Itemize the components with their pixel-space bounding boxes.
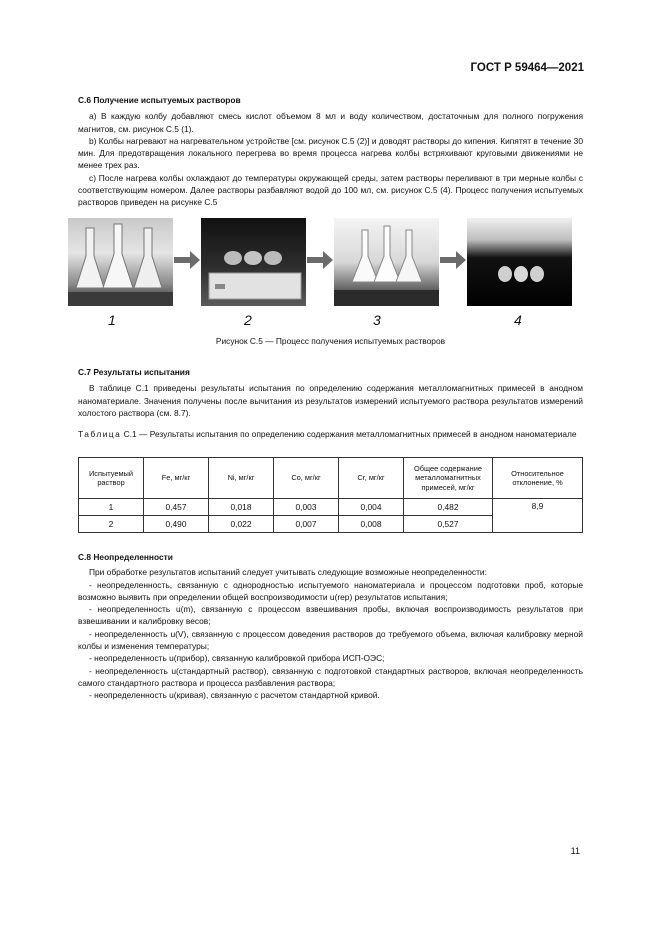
- figure-label-3: 3: [373, 312, 381, 328]
- cell-cr: 0,004: [339, 499, 404, 516]
- list-item: - неопределенность u(V), связанную с процессом доведения растворов до требуемого объема, включая калибровку мерной колбы и изменения температуры;: [78, 628, 583, 652]
- page-number: 11: [570, 846, 580, 856]
- figure-label-4: 4: [514, 312, 522, 328]
- cell-solution: 1: [79, 499, 144, 516]
- cell-cr: 0,008: [339, 516, 404, 533]
- table-caption-text: С.1 — Результаты испытания по определению содержания металломагнитных примесей в анодном наноматериале: [121, 429, 577, 439]
- paragraph-c: c) После нагрева колбы охлаждают до температуры окружающей среды, затем растворы переливают в три мерные колбы с соответствующим номером. Далее растворы разбавляют водой до 100 мл, см. рисунок С.5 (4). Процесс получения испытуемых растворов приведен на рисунке С.5: [78, 172, 583, 208]
- paragraph-b: b) Колбы нагревают на нагревательном устройстве [см. рисунок С.5 (2)] и доводят растворы до кипения. Кипятят в течение 30 мин. Для предотвращения локального перегрева во время процесса нагрева колбы встряхивают круговыми движениями не менее трех раз.: [78, 135, 583, 171]
- list-item: - неопределенность u(стандартный раствор), связанную с подготовкой стандартных растворов, включая неопределенность самого стандартного раствора и процесса разбавления раствора;: [78, 665, 583, 688]
- cell-fe: 0,490: [144, 516, 209, 533]
- header-total: Общее содержание металломагнитных примесей, мг/кг: [404, 458, 493, 499]
- list-item: - неопределенность u(прибор), связанную калибровкой прибора ИСП-ОЭС;: [89, 653, 385, 664]
- section-c8: [78, 551, 583, 702]
- cell-total: 0,482: [404, 499, 493, 516]
- section-c7-title: С.7 Результаты испытания: [78, 367, 190, 377]
- section-c8-intro: При обработке результатов испытаний следует учитывать следующие возможные неопределенности:: [89, 567, 487, 578]
- section-c6-title: С.6 Получение испытуемых растворов: [78, 95, 241, 105]
- header-ni: Ni, мг/кг: [209, 458, 274, 499]
- cell-fe: 0,457: [144, 499, 209, 516]
- figure-label-1: 1: [108, 312, 116, 328]
- arrow-right-icon: [440, 251, 466, 269]
- arrow-right-icon: [174, 251, 200, 269]
- section-c7-paragraph: В таблице С.1 приведены результаты испытания по определению содержания металломагнитных примесей в анодном наноматериале. Значения получены после вычитания из результатов измерений испытуемого раствора результатов измерений холостого раствора (см. 8.7).: [78, 383, 583, 418]
- list-item: - неопределенность u(m), связанную с процессом взвешивания пробы, включая воспроизводимость результатов при взвешивании и калибровку весов;: [78, 604, 583, 627]
- paragraph-a: а) В каждую колбу добавляют смесь кислот объемом 8 мл и воду количеством, достаточным для полного погружения магнитов, см. рисунок С.5 (1).: [78, 111, 583, 134]
- cell-total: 0,527: [404, 516, 493, 533]
- header-cr: Cr, мг/кг: [339, 458, 404, 499]
- table-caption-lead: Таблица: [78, 429, 122, 439]
- table-row: [79, 499, 583, 516]
- header-solution: Испытуемый раствор: [79, 458, 144, 499]
- figure-label-2: 2: [244, 312, 252, 328]
- section-c8-title: С.8 Неопределенности: [78, 552, 173, 562]
- photo-volumetric-flasks: [467, 218, 572, 306]
- figure-caption: Рисунок С.5 — Процесс получения испытуемых растворов: [215, 336, 446, 346]
- cell-ni: 0,022: [209, 516, 274, 533]
- cell-solution: 2: [79, 516, 144, 533]
- figure-c5: [68, 218, 578, 306]
- section-c6: [78, 94, 583, 209]
- photo-flasks-with-acid: [68, 218, 173, 306]
- cell-ni: 0,018: [209, 499, 274, 516]
- cell-co: 0,003: [274, 499, 339, 516]
- header-co: Co, мг/кг: [274, 458, 339, 499]
- table-caption: [78, 429, 583, 440]
- arrow-right-icon: [307, 251, 333, 269]
- section-c7: [78, 366, 583, 419]
- header-deviation: Относительное отклонение, %: [493, 458, 583, 499]
- header-fe: Fe, мг/кг: [144, 458, 209, 499]
- standard-number: ГОСТ Р 59464—2021: [470, 62, 584, 74]
- cell-deviation: 8,9: [493, 499, 583, 533]
- results-table: [78, 457, 583, 533]
- photo-cooled-flasks: [334, 218, 439, 306]
- list-item: - неопределенность u(кривая), связанную с расчетом стандартной кривой.: [89, 690, 380, 701]
- list-item: - неопределенность, связанную с однородностью испытуемого наноматериала и процессом подготовки проб, которые возможно выявить при определении общей воспроизводимости u(rep) результатов испытания;: [78, 579, 583, 602]
- table-header-row: [79, 458, 583, 499]
- photo-heating-device: [201, 218, 306, 306]
- cell-co: 0,007: [274, 516, 339, 533]
